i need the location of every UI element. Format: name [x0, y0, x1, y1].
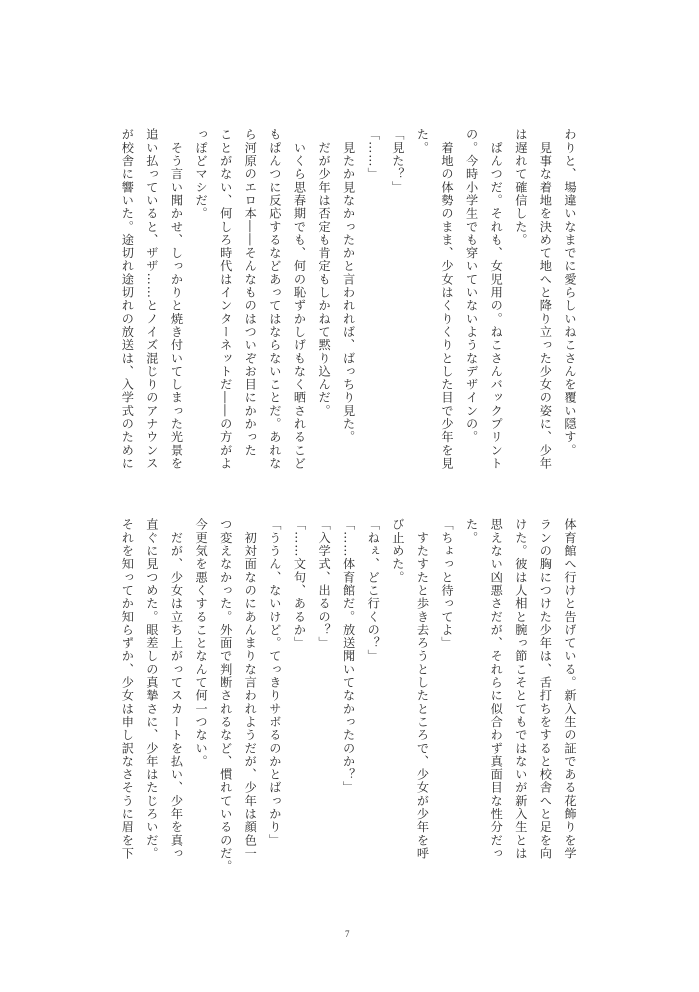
text-line: わりと、場違いなまでに愛らしいねこさんを覆い隠す。 [563, 128, 577, 457]
text-line: 思えない凶悪さだが、それらに似合わず真面目な性分だっ [489, 518, 504, 860]
text-line: 着地の体勢のまま、少女はくりくりとした目で少年を見 [440, 128, 455, 470]
text-line: 見事な着地を決めて地へと降り立った少女の姿に、少年 [538, 128, 553, 470]
text-line: だが、少女は立ち上がってスカートを払い、少年を真っ [169, 518, 184, 860]
text-line: もぱんつに反応するなどあってはならないことだ。あれな [267, 128, 282, 470]
text-line: 今更気を悪くすることなんて何一つない。 [194, 518, 209, 768]
text-line: すたすたと歩き去ろうとしたところで、少女が少年を呼 [415, 518, 430, 860]
text-line: つ変えなかった。外面で判断されるなど、慣れているのだ。 [218, 518, 233, 874]
text-line: っぽどマシだ。 [194, 128, 209, 221]
text-line: た。 [415, 128, 430, 155]
text-line: ランの胸につけた少年は、舌打ちをすると校舎へと足を向 [538, 518, 553, 860]
text-line: 追い払っていると、ザザ……とノイズ混じりのアナウンス [144, 128, 159, 470]
text-line: それを知ってか知らずか、少女は申し訳なさそうに眉を下 [120, 518, 135, 860]
text-line: だが少年は否定も肯定もしかねて黙り込んだ。 [317, 128, 332, 418]
text-line: けた。彼は人相と腕っ節こそとてもではないが新入生とは [513, 518, 528, 860]
text-line: いくら思春期でも、何の恥ずかしげもなく晒されるこど [292, 128, 307, 470]
text-line: ら河原のエロ本――そんなものはついぞお目にかかった [243, 128, 258, 457]
text-line: 「見た？」 [390, 128, 405, 194]
text-line: の。今時小学生でも穿いていないようなデザインの。 [464, 128, 479, 444]
text-block-lower [115, 518, 582, 874]
text-line: ぱんつだ。それも、女児用の。ねこさんバックプリント [489, 128, 504, 470]
text-line: は遅れて確信した。 [513, 128, 528, 247]
text-line: 「ううん、ないけど。てっきりサボるのかとばっかり」 [267, 518, 282, 847]
text-line: 「……体育館だ。放送聞いてなかったのか？」 [341, 518, 356, 795]
text-block-upper [115, 128, 582, 474]
text-line: た。 [464, 518, 479, 545]
text-line: 「ちょっと待ってよ」 [440, 518, 455, 650]
text-line: 初対面なのにあんまりな言われようだが、少年は顔色一 [243, 518, 258, 860]
text-line: そう言い聞かせ、しっかりと焼き付いてしまった光景を [169, 128, 184, 470]
text-line: 体育館へ行けと告げている。新入生の証である花飾りを学 [563, 518, 577, 860]
text-line: 「ねぇ、どこ行くの？」 [366, 518, 381, 663]
text-line: 「……」 [366, 128, 381, 181]
text-line: 「……文句、あるか」 [292, 518, 307, 650]
text-line: 見たか見なかったかと言われれば、ばっちり見た。 [341, 128, 356, 444]
text-line: び止めた。 [390, 518, 405, 584]
page-number: 7 [345, 929, 350, 939]
text-line: 「入学式、出るの？」 [317, 518, 332, 650]
text-line: 直ぐに見つめた。眼差しの真摯さに、少年はたじろいだ。 [144, 518, 159, 860]
text-line: が校舎に響いた。途切れ途切れの放送は、入学式のために [120, 128, 135, 470]
text-line: ことがない、何しろ時代はインターネットだ――の方がよ [218, 128, 233, 470]
